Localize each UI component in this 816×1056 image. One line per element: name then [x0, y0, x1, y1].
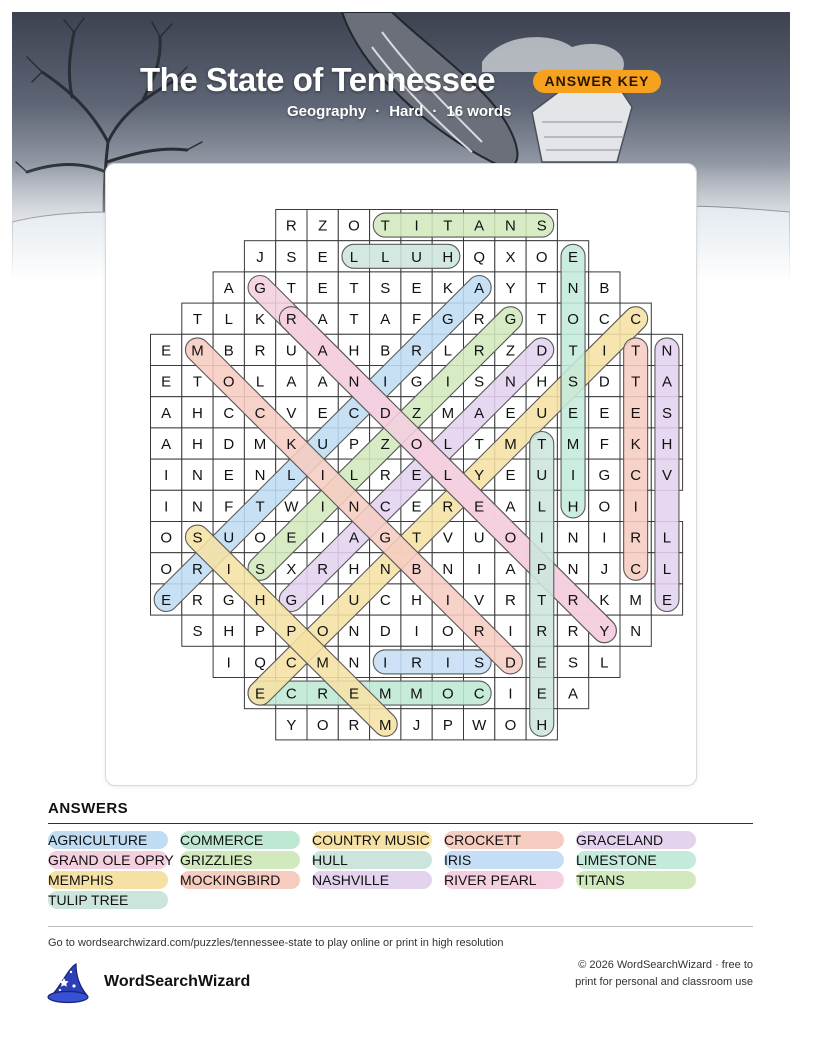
- grid-letter: A: [505, 560, 516, 578]
- grid-letter: A: [474, 217, 485, 235]
- grid-letter: E: [505, 467, 516, 485]
- grid-letter: O: [504, 716, 517, 734]
- grid-letter: T: [192, 311, 203, 329]
- grid-letter: M: [629, 592, 642, 609]
- grid-letter: L: [443, 436, 453, 453]
- divider: [48, 926, 753, 927]
- grid-letter: R: [411, 654, 422, 672]
- grid-letter: Y: [286, 716, 297, 734]
- grid-letter: O: [160, 560, 172, 578]
- grid-letter: A: [286, 373, 297, 391]
- grid-letter: C: [630, 560, 642, 578]
- grid-letter: O: [598, 498, 611, 516]
- grid-letter: O: [504, 529, 517, 547]
- grid-letter: N: [630, 623, 642, 641]
- grid-letter: G: [379, 529, 392, 547]
- grid-letter: C: [379, 592, 391, 609]
- grid-letter: I: [320, 529, 325, 547]
- grid-letter: I: [539, 529, 544, 547]
- grid-letter: Q: [473, 248, 485, 266]
- grid-letter: G: [442, 311, 454, 329]
- grid-letter: T: [474, 436, 484, 453]
- grid-letter: L: [662, 529, 672, 547]
- grid-letter: H: [567, 498, 579, 516]
- grid-letter: T: [349, 311, 359, 329]
- grid-letter: R: [630, 529, 642, 547]
- answer-word: IRIS: [444, 852, 472, 868]
- answer-item: [444, 831, 564, 849]
- grid-letter: U: [223, 529, 235, 547]
- answer-item: [180, 831, 300, 849]
- grid-letter: P: [255, 623, 266, 641]
- grid-letter: B: [380, 342, 391, 360]
- grid-letter: J: [256, 248, 264, 266]
- grid-letter: O: [316, 623, 329, 641]
- grid-letter: E: [568, 248, 579, 266]
- grid-letter: S: [568, 654, 579, 672]
- grid-letter: Y: [505, 280, 516, 297]
- grid-letter: S: [568, 373, 579, 391]
- grid-letter: H: [348, 342, 360, 360]
- grid-letter: S: [474, 654, 485, 672]
- grid-letter: G: [598, 467, 611, 485]
- grid-letter: O: [254, 529, 266, 547]
- grid-letter: R: [285, 311, 297, 329]
- grid-letter: R: [473, 311, 485, 329]
- grid-letter: D: [223, 436, 235, 453]
- answer-word: GRIZZLIES: [180, 852, 253, 868]
- grid-letter: R: [505, 592, 516, 609]
- answer-item: [48, 871, 168, 889]
- grid-letter: B: [411, 560, 422, 578]
- grid-letter: U: [317, 436, 329, 453]
- answer-item: [576, 871, 696, 889]
- grid-letter: R: [473, 623, 485, 641]
- meta-separator: ·: [432, 103, 438, 120]
- grid-letter: C: [348, 404, 360, 422]
- grid-letter: A: [317, 311, 328, 329]
- grid-letter: N: [348, 373, 360, 391]
- grid-letter: H: [223, 623, 235, 641]
- grid-letter: X: [505, 248, 516, 266]
- grid-letter: E: [505, 404, 516, 422]
- answers-heading: ANSWERS: [48, 800, 129, 817]
- grid-letter: T: [631, 342, 641, 360]
- answer-word: TULIP TREE: [48, 892, 129, 908]
- grid-letter: C: [379, 498, 391, 516]
- grid-letter: D: [536, 342, 548, 360]
- grid-letter: K: [442, 280, 453, 297]
- grid-letter: M: [566, 436, 580, 453]
- grid-letter: J: [600, 560, 609, 578]
- grid-letter: C: [254, 404, 266, 422]
- grid-letter: C: [630, 311, 642, 329]
- grid-letter: S: [661, 404, 672, 422]
- grid-letter: H: [192, 436, 203, 453]
- wizard-hat-icon: [46, 962, 94, 1004]
- grid-letter: I: [164, 467, 169, 485]
- grid-letter: R: [317, 685, 329, 703]
- brand-name: WordSearchWizard: [104, 973, 251, 990]
- grid-letter: S: [286, 248, 297, 266]
- grid-letter: C: [285, 654, 297, 672]
- grid-letter: I: [383, 373, 388, 391]
- answer-word: MEMPHIS: [48, 872, 114, 888]
- grid-letter: R: [192, 560, 203, 578]
- answer-item: [180, 871, 300, 889]
- grid-letter: L: [537, 498, 546, 516]
- grid-letter: X: [286, 560, 297, 578]
- grid-letter: E: [474, 498, 485, 516]
- grid-letter: W: [284, 498, 299, 516]
- answer-item: [312, 851, 432, 869]
- grid-letter: I: [602, 342, 607, 360]
- grid-letter: H: [192, 404, 203, 422]
- grid-letter: N: [254, 467, 266, 485]
- grid-letter: P: [348, 436, 359, 453]
- grid-letter: O: [316, 716, 329, 734]
- grid-letter: Z: [318, 217, 328, 235]
- answer-item: [48, 891, 168, 909]
- grid-letter: N: [567, 560, 579, 578]
- footer-link-text: Go to wordsearchwizard.com/puzzles/tennessee-state to play online or print in high resolution: [48, 937, 504, 949]
- grid-letter: E: [536, 654, 547, 672]
- grid-letter: T: [537, 592, 547, 609]
- grid-letter: S: [192, 623, 203, 641]
- answer-item: [576, 851, 696, 869]
- grid-letter: O: [535, 248, 548, 266]
- difficulty-label: Hard: [389, 103, 424, 120]
- grid-letter: E: [411, 498, 422, 516]
- grid-letter: O: [348, 217, 360, 235]
- grid-letter: N: [348, 654, 360, 672]
- grid-letter: E: [255, 685, 266, 703]
- grid-letter: N: [192, 467, 203, 485]
- grid-letter: I: [445, 654, 450, 672]
- grid-letter: U: [411, 248, 422, 266]
- grid-letter: A: [568, 685, 579, 703]
- answer-item: [48, 831, 168, 849]
- grid-letter: I: [383, 654, 388, 672]
- grid-letter: L: [349, 467, 359, 485]
- grid-letter: D: [379, 404, 391, 422]
- grid-letter: L: [443, 467, 453, 485]
- answer-word: MOCKINGBIRD: [180, 872, 281, 888]
- grid-letter: I: [602, 529, 607, 547]
- grid-letter: I: [226, 560, 231, 578]
- grid-letter: E: [286, 529, 297, 547]
- grid-letter: C: [285, 685, 297, 703]
- answer-word: NASHVILLE: [312, 872, 390, 888]
- answer-item: [180, 851, 300, 869]
- grid-letter: E: [661, 592, 672, 609]
- grid-letter: H: [411, 592, 422, 609]
- grid-letter: M: [410, 685, 423, 703]
- grid-letter: H: [254, 592, 266, 609]
- grid-letter: Z: [380, 436, 390, 453]
- grid-letter: P: [442, 716, 453, 734]
- grid-letter: A: [474, 404, 485, 422]
- grid-letter: Y: [474, 467, 485, 485]
- grid-letter: I: [164, 498, 169, 516]
- grid-letter: Q: [254, 654, 266, 672]
- answer-item: [444, 871, 564, 889]
- grid-letter: Z: [411, 404, 422, 422]
- grid-letter: N: [192, 498, 203, 516]
- grid-letter: K: [255, 311, 266, 329]
- grid-letter: H: [536, 716, 548, 734]
- grid-letter: R: [411, 342, 422, 360]
- grid-letter: S: [536, 217, 547, 235]
- grid-letter: C: [598, 311, 610, 329]
- grid-letter: W: [472, 716, 487, 734]
- category-label: Geography: [287, 103, 367, 120]
- grid-letter: V: [442, 529, 453, 547]
- grid-letter: U: [473, 529, 485, 547]
- word-count-label: 16 words: [446, 103, 512, 120]
- answer-word: COMMERCE: [180, 832, 264, 848]
- copyright-text: © 2026 WordSearchWizard · free to print for personal and classroom use: [575, 959, 753, 988]
- grid-letter: M: [253, 436, 267, 453]
- answer-word: AGRICULTURE: [48, 832, 148, 848]
- grid-letter: R: [348, 716, 360, 734]
- grid-letter: N: [505, 373, 516, 391]
- grid-letter: E: [411, 280, 422, 297]
- grid-letter: N: [505, 217, 516, 235]
- grid-letter: K: [286, 436, 297, 453]
- grid-letter: I: [226, 654, 231, 672]
- grid-letter: J: [412, 716, 421, 734]
- grid-letter: G: [285, 592, 298, 609]
- grid-letter: N: [442, 560, 454, 578]
- grid-letter: A: [317, 373, 328, 391]
- grid-letter: M: [441, 404, 455, 422]
- grid-letter: O: [410, 436, 423, 453]
- grid-letter: K: [630, 436, 641, 453]
- answer-word: COUNTRY MUSIC: [312, 832, 430, 848]
- grid-letter: F: [599, 436, 609, 453]
- grid-letter: D: [379, 623, 391, 641]
- answer-item: [444, 851, 564, 869]
- grid-letter: I: [508, 623, 513, 641]
- grid-letter: A: [317, 342, 328, 360]
- grid-letter: I: [633, 498, 638, 516]
- grid-letter: K: [599, 592, 610, 609]
- grid-letter: E: [161, 592, 172, 609]
- grid-letter: F: [411, 311, 422, 329]
- grid-letter: N: [567, 280, 579, 297]
- grid-letter: C: [630, 467, 642, 485]
- grid-letter: A: [474, 280, 485, 297]
- grid-letter: L: [600, 654, 609, 672]
- grid-letter: A: [505, 498, 516, 516]
- grid-letter: I: [445, 592, 450, 609]
- grid-letter: T: [568, 342, 578, 360]
- grid-letter: V: [474, 592, 485, 609]
- grid-letter: L: [381, 248, 390, 266]
- grid-letter: T: [286, 280, 296, 297]
- grid-letter: O: [160, 529, 172, 547]
- grid-letter: A: [380, 311, 391, 329]
- grid-letter: L: [287, 467, 296, 485]
- grid-letter: L: [224, 311, 233, 329]
- grid-letter: U: [536, 404, 548, 422]
- grid-letter: T: [443, 217, 453, 235]
- grid-letter: A: [223, 280, 234, 297]
- grid-letter: P: [536, 560, 547, 578]
- grid-letter: T: [192, 373, 203, 391]
- grid-letter: N: [379, 560, 391, 578]
- grid-letter: E: [317, 280, 328, 297]
- grid-letter: R: [473, 342, 485, 360]
- grid-letter: E: [348, 685, 359, 703]
- grid-letter: B: [223, 342, 234, 360]
- grid-letter: R: [379, 467, 391, 485]
- grid-letter: I: [414, 623, 419, 641]
- grid-letter: O: [442, 623, 454, 641]
- grid-letter: I: [508, 685, 513, 703]
- answer-item: [576, 831, 696, 849]
- grid-letter: D: [598, 373, 610, 391]
- grid-letter: N: [661, 342, 673, 360]
- grid-letter: B: [599, 280, 610, 297]
- grid-letter: A: [661, 373, 672, 391]
- answer-word: CROCKETT: [444, 832, 521, 848]
- grid-letter: O: [222, 373, 235, 391]
- puzzle-meta: [287, 103, 511, 120]
- grid-letter: U: [348, 592, 360, 609]
- grid-letter: T: [537, 436, 547, 453]
- grid-letter: S: [255, 560, 266, 578]
- grid-letter: V: [661, 467, 672, 485]
- grid-letter: E: [630, 404, 641, 422]
- grid-letter: M: [379, 685, 392, 703]
- grid-letter: L: [349, 248, 359, 266]
- grid-letter: A: [348, 529, 359, 547]
- grid-letter: P: [286, 623, 297, 641]
- grid-letter: L: [443, 342, 453, 360]
- grid-letter: R: [567, 623, 579, 641]
- grid-letter: S: [192, 529, 203, 547]
- meta-separator: ·: [375, 103, 381, 120]
- answer-word: RIVER PEARL: [444, 872, 537, 888]
- grid-letter: L: [255, 373, 265, 391]
- grid-letter: C: [223, 404, 235, 422]
- grid-letter: S: [474, 373, 485, 391]
- grid-letter: N: [348, 498, 360, 516]
- grid-letter: E: [161, 342, 172, 360]
- grid-letter: E: [536, 685, 547, 703]
- answer-item: [48, 851, 174, 869]
- grid-letter: N: [567, 529, 579, 547]
- grid-letter: T: [631, 373, 641, 391]
- answer-item: [312, 871, 432, 889]
- grid-letter: O: [442, 685, 454, 703]
- word-search-grid[interactable]: [150, 209, 682, 739]
- answer-word: LIMESTONE: [576, 852, 657, 868]
- grid-letter: G: [222, 592, 235, 609]
- grid-letter: R: [254, 342, 266, 360]
- grid-letter: I: [414, 217, 419, 235]
- grid-letter: F: [224, 498, 234, 516]
- answer-word: GRAND OLE OPRY: [48, 852, 174, 868]
- grid-letter: T: [537, 280, 547, 297]
- grid-letter: A: [161, 404, 172, 422]
- grid-letter: R: [317, 560, 329, 578]
- grid-letter: I: [570, 467, 576, 485]
- grid-letter: I: [445, 373, 450, 391]
- grid-letter: M: [191, 342, 204, 360]
- grid-letter: T: [255, 498, 265, 516]
- grid-letter: T: [349, 280, 359, 297]
- grid-letter: I: [320, 467, 325, 485]
- answer-item: [312, 831, 432, 849]
- grid-letter: O: [567, 311, 579, 329]
- grid-letter: E: [317, 404, 328, 422]
- grid-letter: Z: [505, 342, 516, 360]
- grid-letter: E: [411, 467, 422, 485]
- grid-letter: H: [348, 560, 360, 578]
- grid-letter: E: [599, 404, 610, 422]
- answer-word: HULL: [312, 852, 348, 868]
- grid-letter: R: [442, 498, 454, 516]
- grid-letter: T: [380, 217, 390, 235]
- grid-letter: U: [536, 467, 548, 485]
- grid-letter: U: [285, 342, 297, 360]
- grid-letter: Y: [599, 623, 610, 641]
- answer-word: TITANS: [576, 872, 625, 888]
- grid-letter: R: [536, 623, 548, 641]
- grid-letter: M: [504, 436, 517, 453]
- grid-letter: S: [380, 280, 391, 297]
- grid-letter: M: [316, 654, 329, 672]
- grid-letter: G: [254, 280, 266, 297]
- grid-letter: T: [411, 529, 422, 547]
- grid-letter: N: [348, 623, 360, 641]
- grid-letter: V: [286, 404, 297, 422]
- grid-letter: H: [536, 373, 548, 391]
- grid-letter: E: [568, 404, 579, 422]
- grid-letter: R: [192, 592, 203, 609]
- grid-letter: T: [537, 311, 547, 329]
- word-highlight: [373, 213, 554, 237]
- grid-letter: R: [567, 592, 579, 609]
- grid-letter: I: [477, 560, 482, 578]
- grid-letter: M: [379, 716, 392, 734]
- answer-word: GRACELAND: [576, 832, 664, 848]
- grid-letter: H: [661, 436, 673, 453]
- grid-letter: R: [285, 217, 297, 235]
- page-title: The State of Tennessee: [140, 61, 496, 98]
- grid-letter: H: [442, 248, 454, 266]
- grid-letter: G: [504, 311, 517, 329]
- grid-letter: L: [662, 560, 672, 578]
- grid-letter: A: [161, 436, 172, 453]
- grid-letter: E: [223, 467, 234, 485]
- grid-letter: E: [317, 248, 328, 266]
- grid-letter: D: [505, 654, 516, 672]
- grid-letter: G: [410, 373, 423, 391]
- grid-letter: I: [320, 498, 325, 516]
- divider: [48, 823, 753, 824]
- grid-letter: E: [161, 373, 172, 391]
- grid-letter: I: [320, 592, 325, 609]
- grid-letter: C: [473, 685, 485, 703]
- answer-key-badge: ANSWER KEY: [533, 70, 661, 93]
